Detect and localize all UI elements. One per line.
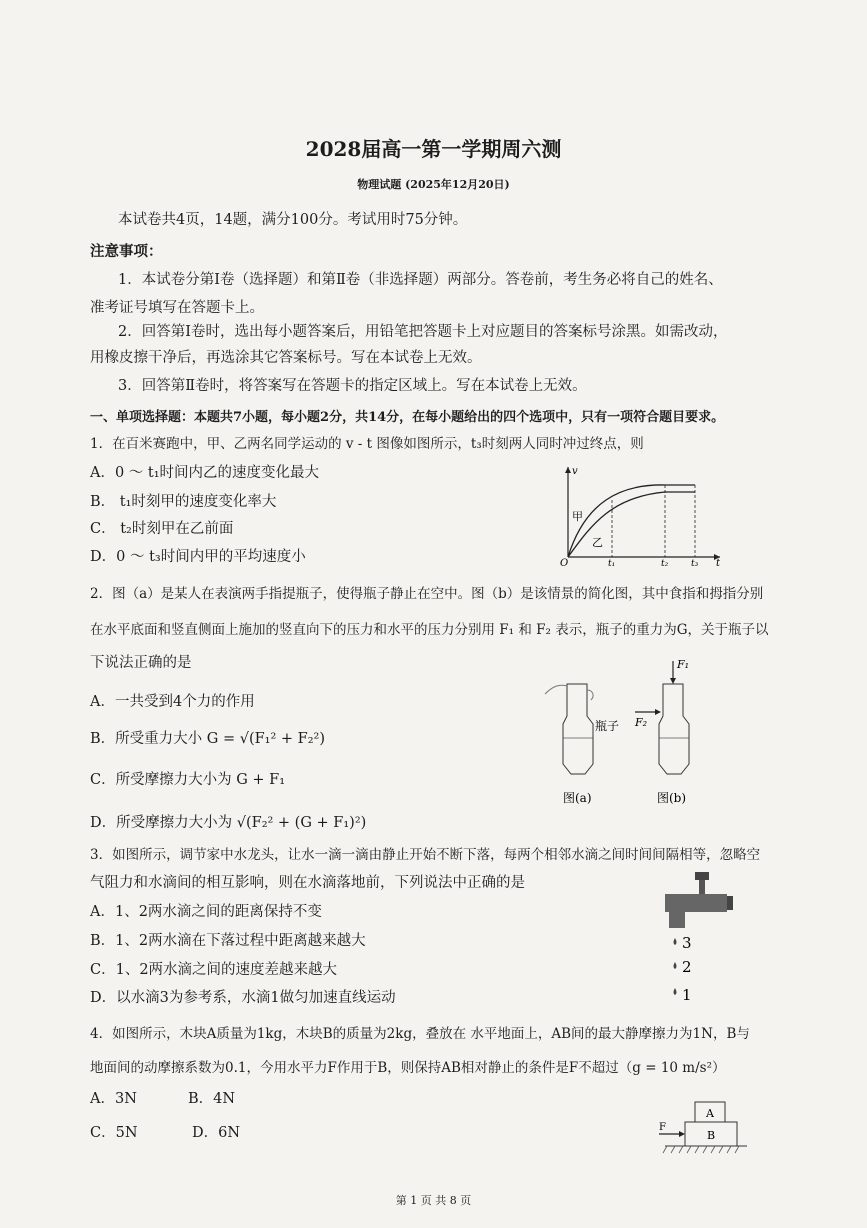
drop-label-1: 1: [682, 986, 692, 1004]
q2-stem: 在水平底面和竖直侧面上施加的竖直向下的压力和水平的压力分别用 F₁ 和 F₂ 表示，瓶子的重力为G，关于瓶子以: [90, 622, 769, 638]
force-label-f: F: [659, 1122, 666, 1133]
intro-text: 本试卷共4页，14题，满分100分。考试用时75分钟。: [118, 212, 468, 228]
q4-option-d: D．6N: [192, 1125, 241, 1141]
block-label-b: B: [707, 1129, 716, 1142]
drop-label-2: 2: [682, 958, 692, 976]
origin-label: O: [560, 558, 569, 569]
q1-option-b: B． t₁时刻甲的速度变化率大: [90, 494, 277, 510]
q4-stem: 4．如图所示，木块A质量为1kg，木块B的质量为2kg，叠放在 水平地面上，AB间的最大静摩擦力为1N，B与: [90, 1026, 750, 1042]
q1-stem: 1．在百米赛跑中，甲、乙两名同学运动的 v - t 图像如图所示，t₃时刻两人同时冲过终点，则: [90, 436, 644, 452]
notice-item: 用橡皮擦干净后，再选涂其它答案标号。写在本试卷上无效。: [90, 350, 482, 366]
q1-option-a: A．0 ～ t₁时间内乙的速度变化最大: [90, 465, 320, 481]
q2-option-a: A．一共受到4个力的作用: [90, 694, 255, 710]
water-drop-icon: [674, 938, 677, 945]
q4-option-b: B．4N: [188, 1091, 236, 1107]
bottle-icon: [545, 684, 593, 774]
notice-item: 2．回答第Ⅰ卷时，选出每小题答案后，用铅笔把答题卡上对应题目的答案标号涂黑。如需改动，: [118, 324, 728, 340]
notice-item: 准考证号填写在答题卡上。: [90, 300, 264, 316]
q3-faucet-figure: [655, 868, 735, 1008]
figure-label-a: 图(a): [563, 791, 592, 805]
q2-option-c: C．所受摩擦力大小为 G + F₁: [90, 772, 286, 788]
water-drop-icon: [674, 988, 677, 995]
q3-option-a: A．1、2两水滴之间的距离保持不变: [90, 904, 322, 920]
tick-t2: t₂: [661, 559, 669, 569]
q3-stem: 气阻力和水滴间的相互影响，则在水滴落地前，下列说法中正确的是: [90, 875, 525, 891]
axis-label-v: v: [572, 466, 578, 477]
q4-option-c: C．5N: [90, 1125, 138, 1141]
q3-option-d: D．以水滴3为参考系，水滴1做匀加速直线运动: [90, 990, 396, 1006]
section-heading: 一、单项选择题：本题共7小题，每小题2分，共14分，在每小题给出的四个选项中，只有一项符合题目要求。: [90, 410, 725, 425]
q1-option-d: D．0 ～ t₃时间内甲的平均速度小: [90, 549, 306, 565]
q3-stem: 3．如图所示，调节家中水龙头，让水一滴一滴由静止开始不断下落，每两个相邻水滴之间时间间隔相等，忽略空: [90, 847, 761, 863]
q2-option-d: D．所受摩擦力大小为 √(F₂² + (G + F₁)²): [90, 815, 367, 831]
notice-item: 3．回答第Ⅱ卷时，将答案写在答题卡的指定区域上。写在本试卷上无效。: [118, 378, 587, 394]
q3-option-c: C．1、2两水滴之间的速度差越来越大: [90, 962, 338, 978]
q3-option-b: B．1、2两水滴在下落过程中距离越来越大: [90, 933, 366, 949]
exam-title: 2028届高一第一学期周六测: [305, 137, 562, 161]
force-label-f1: F₁: [677, 658, 690, 671]
drop-label-3: 3: [682, 934, 692, 952]
figure-label-b: 图(b): [657, 791, 687, 805]
q4-stem: 地面间的动摩擦系数为0.1，今用水平力F作用于B，则保持AB相对静止的条件是F不超过（g = 10 m/s²）: [90, 1060, 726, 1076]
q2-option-b: B．所受重力大小 G = √(F₁² + F₂²): [90, 731, 326, 747]
notice-heading: 注意事项：: [90, 243, 163, 260]
q4-blocks-figure: [655, 1098, 750, 1163]
bottle-icon: [659, 684, 689, 774]
curve-label-yi: 乙: [592, 536, 603, 549]
q2-stem: 下说法正确的是: [90, 655, 192, 671]
page-footer: 第 1 页 共 8 页: [395, 1194, 472, 1207]
exam-subtitle: 物理试题 (2025年12月20日): [357, 178, 510, 191]
bottle-label: 瓶子: [595, 719, 620, 733]
notice-item: 1．本试卷分第Ⅰ卷（选择题）和第Ⅱ卷（非选择题）两部分。答卷前，考生务必将自己的姓名、: [118, 272, 723, 288]
q4-option-a: A．3N: [90, 1091, 137, 1107]
faucet-icon: [665, 872, 733, 928]
block-label-a: A: [706, 1107, 714, 1120]
q2-bottle-figures: [545, 656, 715, 808]
tick-t3: t₃: [691, 559, 699, 569]
water-drop-icon: [674, 962, 677, 969]
curve-label-jia: 甲: [572, 510, 583, 523]
q2-stem: 2．图（a）是某人在表演两手指提瓶子，使得瓶子静止在空中。图（b）是该情景的简化图，其中食指和拇指分别: [90, 586, 764, 602]
tick-t1: t₁: [608, 559, 616, 569]
q1-vt-graph: [560, 462, 725, 567]
force-label-f2: F₂: [635, 716, 648, 729]
axis-label-t: t: [716, 558, 721, 569]
q1-option-c: C． t₂时刻甲在乙前面: [90, 521, 234, 537]
